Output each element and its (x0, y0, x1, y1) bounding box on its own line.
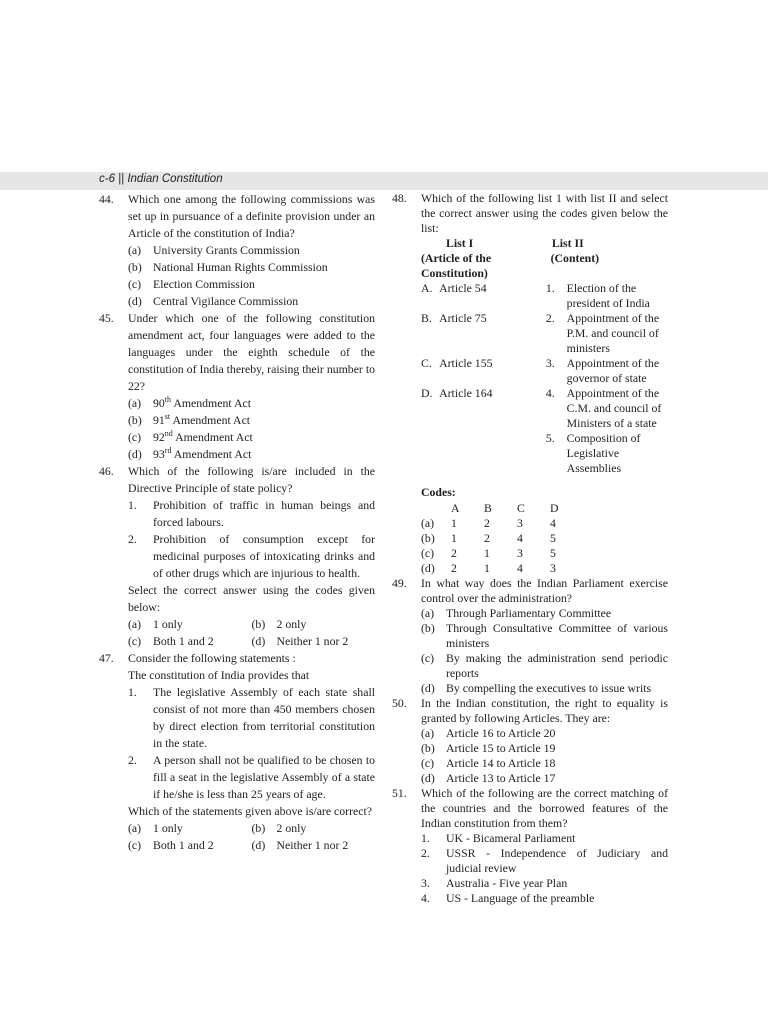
codes-row: (a) 1 2 3 4 (421, 516, 556, 530)
option: (a) Through Parliamentary Committee (421, 606, 612, 620)
question-number: 50. (392, 696, 407, 710)
option: (d) By compelling the executives to issue writs (421, 681, 652, 695)
option: (b) 2 only (251, 821, 307, 835)
list1-header: List I (446, 236, 474, 250)
question-number: 46. (99, 464, 114, 478)
option: (c) 92nd Amendment Act (128, 429, 253, 444)
question-text: Which of the following is/are included in the Directive Principle of state policy? (128, 464, 375, 495)
option: (c) Article 14 to Article 18 (421, 756, 556, 770)
match-row: A. Article 54 1. Election of the president of India (421, 281, 650, 310)
codes-row: (d) 2 1 4 3 (421, 561, 556, 575)
statement: 1. Prohibition of traffic in human beings and forced labours. (128, 498, 375, 529)
right-column (392, 191, 668, 906)
left-column (99, 191, 375, 854)
option: (b) 2 only (251, 617, 307, 631)
instruction: Select the correct answer using the codes given below: (128, 583, 375, 614)
match-table (392, 236, 668, 576)
option: (c) By making the administration send periodic reports (421, 651, 668, 680)
list1-subheader: (Article of the Constitution) (421, 251, 492, 280)
option: (a) Article 16 to Article 20 (421, 726, 556, 740)
match-row: 5. Composition of Legislative Assemblies (545, 431, 641, 475)
instruction: Which of the statements given above is/are correct? (128, 804, 373, 818)
option: (b) National Human Rights Commission (128, 260, 328, 274)
question-number: 48. (392, 191, 407, 205)
match-row: D. Article 164 4. Appointment of the C.M. and council of Ministers of a state (421, 386, 662, 430)
statement: 1. The legislative Assembly of each state shall consist of not more than 450 members chosen by direct election from territorial constitution in the state. (128, 685, 375, 750)
question-49 (392, 576, 668, 696)
question-number: 47. (99, 651, 114, 665)
question-text: Which of the following are the correct matching of the countries and the borrowed features of the Indian constitution from them? (421, 786, 668, 830)
codes-row: (b) 1 2 4 5 (421, 531, 556, 545)
page-header (0, 172, 768, 190)
question-51 (392, 786, 668, 906)
question-text: In the Indian constitution, the right to equality is granted by following Articles. They are: (421, 696, 668, 725)
option: (b) 91st Amendment Act (128, 412, 251, 427)
question-number: 51. (392, 786, 407, 800)
question-text: In what way does the Indian Parliament exercise control over the administration? (421, 576, 668, 605)
statement: 2. Prohibition of consumption except for medicinal purposes of intoxicating drinks and of other drugs which are injurious to health. (128, 532, 375, 580)
question-47 (99, 650, 375, 854)
statement: 2. A person shall not be qualified to be chosen to fill a seat in the legislative Assembly of a state if he/she is less than 25 years of age. (128, 753, 375, 801)
match-row: B. Article 75 2. Appointment of the P.M. and council of ministers (421, 311, 660, 355)
question-45 (99, 310, 375, 463)
match-row: C. Article 155 3. Appointment of the governor of state (421, 356, 660, 385)
option: (c) Both 1 and 2 (128, 838, 214, 852)
statement: 2. USSR - Independence of Judiciary and judicial review (421, 846, 668, 875)
statement: 1. UK - Bicameral Parliament (421, 831, 576, 845)
question-number: 45. (99, 311, 114, 325)
option: (d) Neither 1 nor 2 (251, 634, 349, 648)
list2-subheader: (Content) (550, 251, 600, 265)
option: (b) Article 15 to Article 19 (421, 741, 556, 755)
question-text: Which one among the following commissions was set up in pursuance of a definite provision under an Article of the constitution of India? (128, 192, 375, 240)
question-intro: The constitution of India provides that (128, 668, 310, 682)
question-48 (392, 191, 668, 236)
statement: 4. US - Language of the preamble (421, 891, 595, 905)
question-46 (99, 463, 375, 650)
option: (c) Election Commission (128, 277, 255, 291)
option: (d) Neither 1 nor 2 (251, 838, 349, 852)
header-title: c-6 || Indian Constitution (99, 173, 223, 185)
question-text: Under which one of the following constitution amendment act, four languages were added to the languages under the eighth schedule of the constitution of India thereby, raising their number to 22? (128, 311, 375, 393)
question-number: 49. (392, 576, 407, 590)
question-number: 44. (99, 192, 114, 206)
option: (a) 90th Amendment Act (128, 395, 251, 410)
question-text: Which of the following list 1 with list II and select the correct answer using the codes given below the list: (421, 191, 668, 235)
statement: 3. Australia - Five year Plan (421, 876, 568, 890)
codes-header: A B C D (451, 501, 559, 515)
question-50 (392, 696, 668, 786)
option: (d) 93rd Amendment Act (128, 446, 252, 461)
option: (d) Article 13 to Article 17 (421, 771, 556, 785)
option: (c) Both 1 and 2 (128, 634, 214, 648)
codes-label: Codes: (421, 485, 456, 499)
list2-header: List II (551, 236, 584, 250)
codes-row: (c) 2 1 3 5 (421, 546, 556, 560)
question-text: Consider the following statements : (128, 651, 296, 665)
option: (a) University Grants Commission (128, 243, 300, 257)
option: (a) 1 only (128, 821, 183, 835)
question-44 (99, 191, 375, 310)
option: (a) 1 only (128, 617, 183, 631)
option: (b) Through Consultative Committee of various ministers (421, 621, 668, 650)
option: (d) Central Vigilance Commission (128, 294, 299, 308)
